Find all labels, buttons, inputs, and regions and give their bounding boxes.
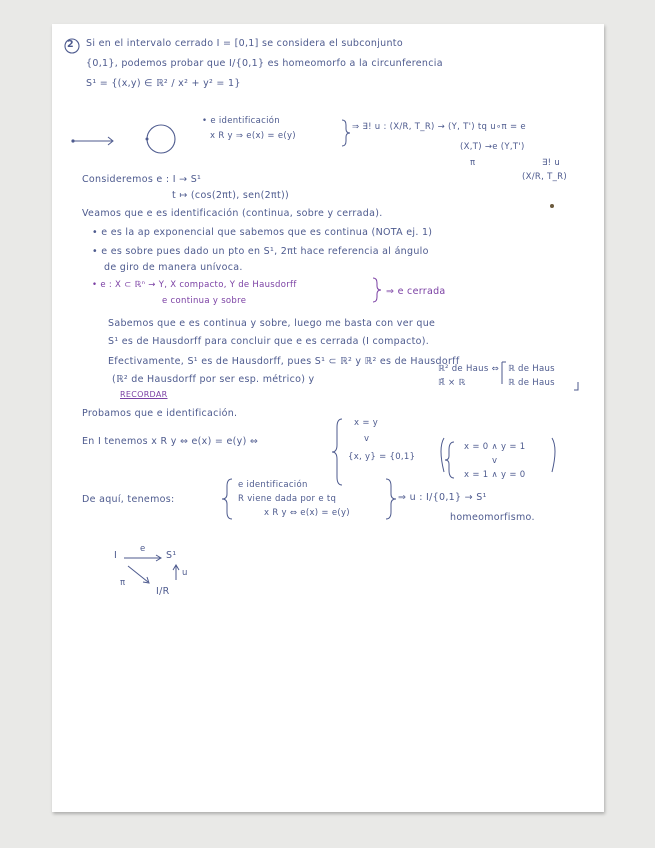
ink-dot xyxy=(550,204,554,208)
paragraph-line3: Efectivamente, S¹ es de Hausdorff, pues S¹ ⊂ ℝ² y ℝ² es de Hausdorff xyxy=(108,356,460,367)
diagram-u: u xyxy=(182,568,188,578)
conclusion-result2: homeomorfismo. xyxy=(450,512,535,523)
paragraph-line1: Sabemos que e es continua y sobre, luego me basta con ver que xyxy=(108,318,436,329)
proof-item3a: • e : X ⊂ ℝⁿ → Y, X compacto, Y de Hausdorff xyxy=(92,280,297,290)
proof-item2b: de giro de manera unívoca. xyxy=(104,262,243,273)
problem-intro-line2: {0,1}, podemos probar que I/{0,1} es homeomorfo a la circunferencia xyxy=(86,58,443,69)
proof-intro: Veamos que e es identificación (continua, sobre y cerrada). xyxy=(82,208,383,219)
definition-line1: Consideremos e : I → S¹ xyxy=(82,174,202,185)
brace-2 xyxy=(373,278,381,302)
triangle-pi: π xyxy=(470,158,476,168)
brace-1 xyxy=(342,120,350,146)
conclusion-label: De aquí, tenemos: xyxy=(82,494,175,505)
haus-cond2: ℝ de Haus xyxy=(508,364,555,374)
unique-u-implication: ⇒ ∃! u : (X/R, T_R) → (Y, T') tq u∘π = e xyxy=(352,122,526,132)
diagram-e: e xyxy=(140,544,146,554)
triangle-u: ∃! u xyxy=(542,158,561,168)
identification-line1: Probamos que e identificación. xyxy=(82,408,238,419)
notebook-page xyxy=(52,24,604,812)
case-or: v xyxy=(364,434,370,444)
problem-number: 2 xyxy=(67,39,74,50)
paragraph-line4: (ℝ² de Hausdorff por ser esp. métrico) y xyxy=(112,374,315,385)
haus-cond1b: ℝ̃ × ℝ xyxy=(438,378,466,388)
identification-bullet: • e identificación xyxy=(202,116,280,126)
conclusion-c2: R viene dada por e tq xyxy=(238,494,337,504)
case-endpoints: {x, y} = {0,1} xyxy=(348,452,416,462)
paren-case1: x = 0 ∧ y = 1 xyxy=(464,442,526,452)
diagram-I: I xyxy=(114,550,118,561)
diagram-S1: S¹ xyxy=(166,550,177,561)
definition-line2: t ↦ (cos(2πt), sen(2πt)) xyxy=(172,190,289,201)
paren-or: v xyxy=(492,456,498,466)
proof-item3-conclusion: ⇒ e cerrada xyxy=(386,286,446,297)
proof-item3b: e continua y sobre xyxy=(162,296,247,306)
paren-case2: x = 1 ∧ y = 0 xyxy=(464,470,526,480)
problem-intro-line1: Si en el intervalo cerrado I = [0,1] se considera el subconjunto xyxy=(86,38,403,49)
conclusion-c3: x R y ⇔ e(x) = e(y) xyxy=(264,508,350,518)
paragraph-line2: S¹ es de Hausdorff para concluir que e es cerrada (I compacto). xyxy=(108,336,430,347)
triangle-bottom: (X/R, T_R) xyxy=(522,172,567,182)
triangle-top: (X,T) →e (Y,T') xyxy=(460,142,525,152)
relation-bullet: x R y ⇒ e(x) = e(y) xyxy=(210,131,296,141)
conclusion-c1: e identificación xyxy=(238,480,308,490)
diagram-quotient: I/R xyxy=(156,586,170,597)
identification-line2: En I tenemos x R y ⇔ e(x) = e(y) ⇔ xyxy=(82,436,259,447)
proof-item1: • e es la ap exponencial que sabemos que es continua (NOTA ej. 1) xyxy=(92,227,433,238)
recordar-note: RECORDAR xyxy=(120,390,168,399)
brace-cases xyxy=(332,419,342,485)
diagram-pi: π xyxy=(120,578,126,588)
conclusion-result: ⇒ u : I/{0,1} → S¹ xyxy=(398,492,487,503)
haus-cond2b: ℝ de Haus xyxy=(508,378,555,388)
case-equal: x = y xyxy=(354,418,379,428)
haus-cond1: ℝ² de Haus ⇔ xyxy=(438,364,500,374)
problem-intro-line3: S¹ = {(x,y) ∈ ℝ² / x² + y² = 1} xyxy=(86,78,241,89)
proof-item2a: • e es sobre pues dado un pto en S¹, 2πt hace referencia al ángulo xyxy=(92,246,429,257)
circle-arrow-diagram xyxy=(71,125,175,153)
